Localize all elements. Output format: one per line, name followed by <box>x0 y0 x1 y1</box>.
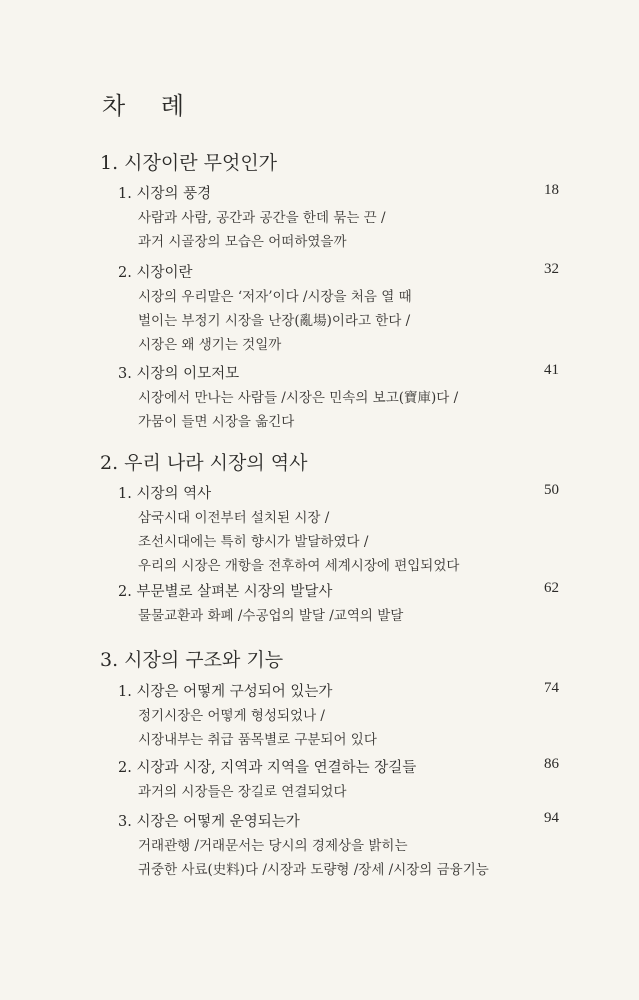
page-number: 32 <box>544 261 559 277</box>
section-title: 3. 시장은 어떻게 운영되는가 <box>118 814 300 830</box>
section-title: 2. 부문별로 살펴본 시장의 발달사 <box>118 584 333 600</box>
page-number: 86 <box>544 756 559 772</box>
section-summary-line: 벌이는 부정기 시장을 난장(亂場)이라고 한다 / <box>138 313 411 329</box>
section-summary-line: 정기시장은 어떻게 형성되었나 / <box>138 708 325 724</box>
toc-entry <box>118 580 559 601</box>
chapter-heading: 1. 시장이란 무엇인가 <box>100 152 278 174</box>
section-summary-line: 귀중한 사료(史料)다 /시장과 도량형 /장세 /시장의 금융기능 <box>138 862 489 878</box>
chapter-heading: 3. 시장의 구조와 기능 <box>100 649 284 671</box>
section-summary-line: 조선시대에는 특히 향시가 발달하였다 / <box>138 534 369 550</box>
section-title: 2. 시장과 시장, 지역과 지역을 연결하는 장길들 <box>118 760 417 776</box>
section-title: 1. 시장의 역사 <box>118 486 212 502</box>
section-summary-line: 시장의 우리말은 ‘저자’이다 /시장을 처음 열 때 <box>138 289 412 305</box>
toc-entry <box>118 182 559 203</box>
section-title: 3. 시장의 이모저모 <box>118 366 240 382</box>
section-summary-line: 사람과 사람, 공간과 공간을 한데 묶는 끈 / <box>138 210 386 226</box>
page-number: 94 <box>544 810 559 826</box>
toc-entry <box>118 482 559 503</box>
page-number: 41 <box>544 362 559 378</box>
section-summary-line: 거래관행 /거래문서는 당시의 경제상을 밝히는 <box>138 838 408 854</box>
section-title: 1. 시장은 어떻게 구성되어 있는가 <box>118 684 333 700</box>
section-summary-line: 우리의 시장은 개항을 전후하여 세계시장에 편입되었다 <box>138 558 460 574</box>
section-summary-line: 물물교환과 화폐 /수공업의 발달 /교역의 발달 <box>138 608 404 624</box>
section-summary-line: 시장은 왜 생기는 것일까 <box>138 337 282 353</box>
toc-entry <box>118 362 559 383</box>
section-summary-line: 삼국시대 이전부터 설치된 시장 / <box>138 510 330 526</box>
page-number: 74 <box>544 680 559 696</box>
section-summary-line: 과거의 시장들은 장길로 연결되었다 <box>138 784 347 800</box>
page-number: 62 <box>544 580 559 596</box>
page-number: 18 <box>544 182 559 198</box>
page-number: 50 <box>544 482 559 498</box>
section-summary-line: 시장내부는 취급 품목별로 구분되어 있다 <box>138 732 377 748</box>
section-title: 2. 시장이란 <box>118 265 193 281</box>
section-summary-line: 과거 시골장의 모습은 어떠하였을까 <box>138 234 347 250</box>
section-summary-line: 가뭄이 들면 시장을 옮긴다 <box>138 414 295 430</box>
toc-entry <box>118 810 559 831</box>
section-title: 1. 시장의 풍경 <box>118 186 212 202</box>
section-summary-line: 시장에서 만나는 사람들 /시장은 민속의 보고(寶庫)다 / <box>138 390 459 406</box>
toc-title: 차 례 <box>102 92 198 120</box>
toc-entry <box>118 756 559 777</box>
toc-entry <box>118 261 559 282</box>
toc-entry <box>118 680 559 701</box>
chapter-heading: 2. 우리 나라 시장의 역사 <box>100 452 308 474</box>
